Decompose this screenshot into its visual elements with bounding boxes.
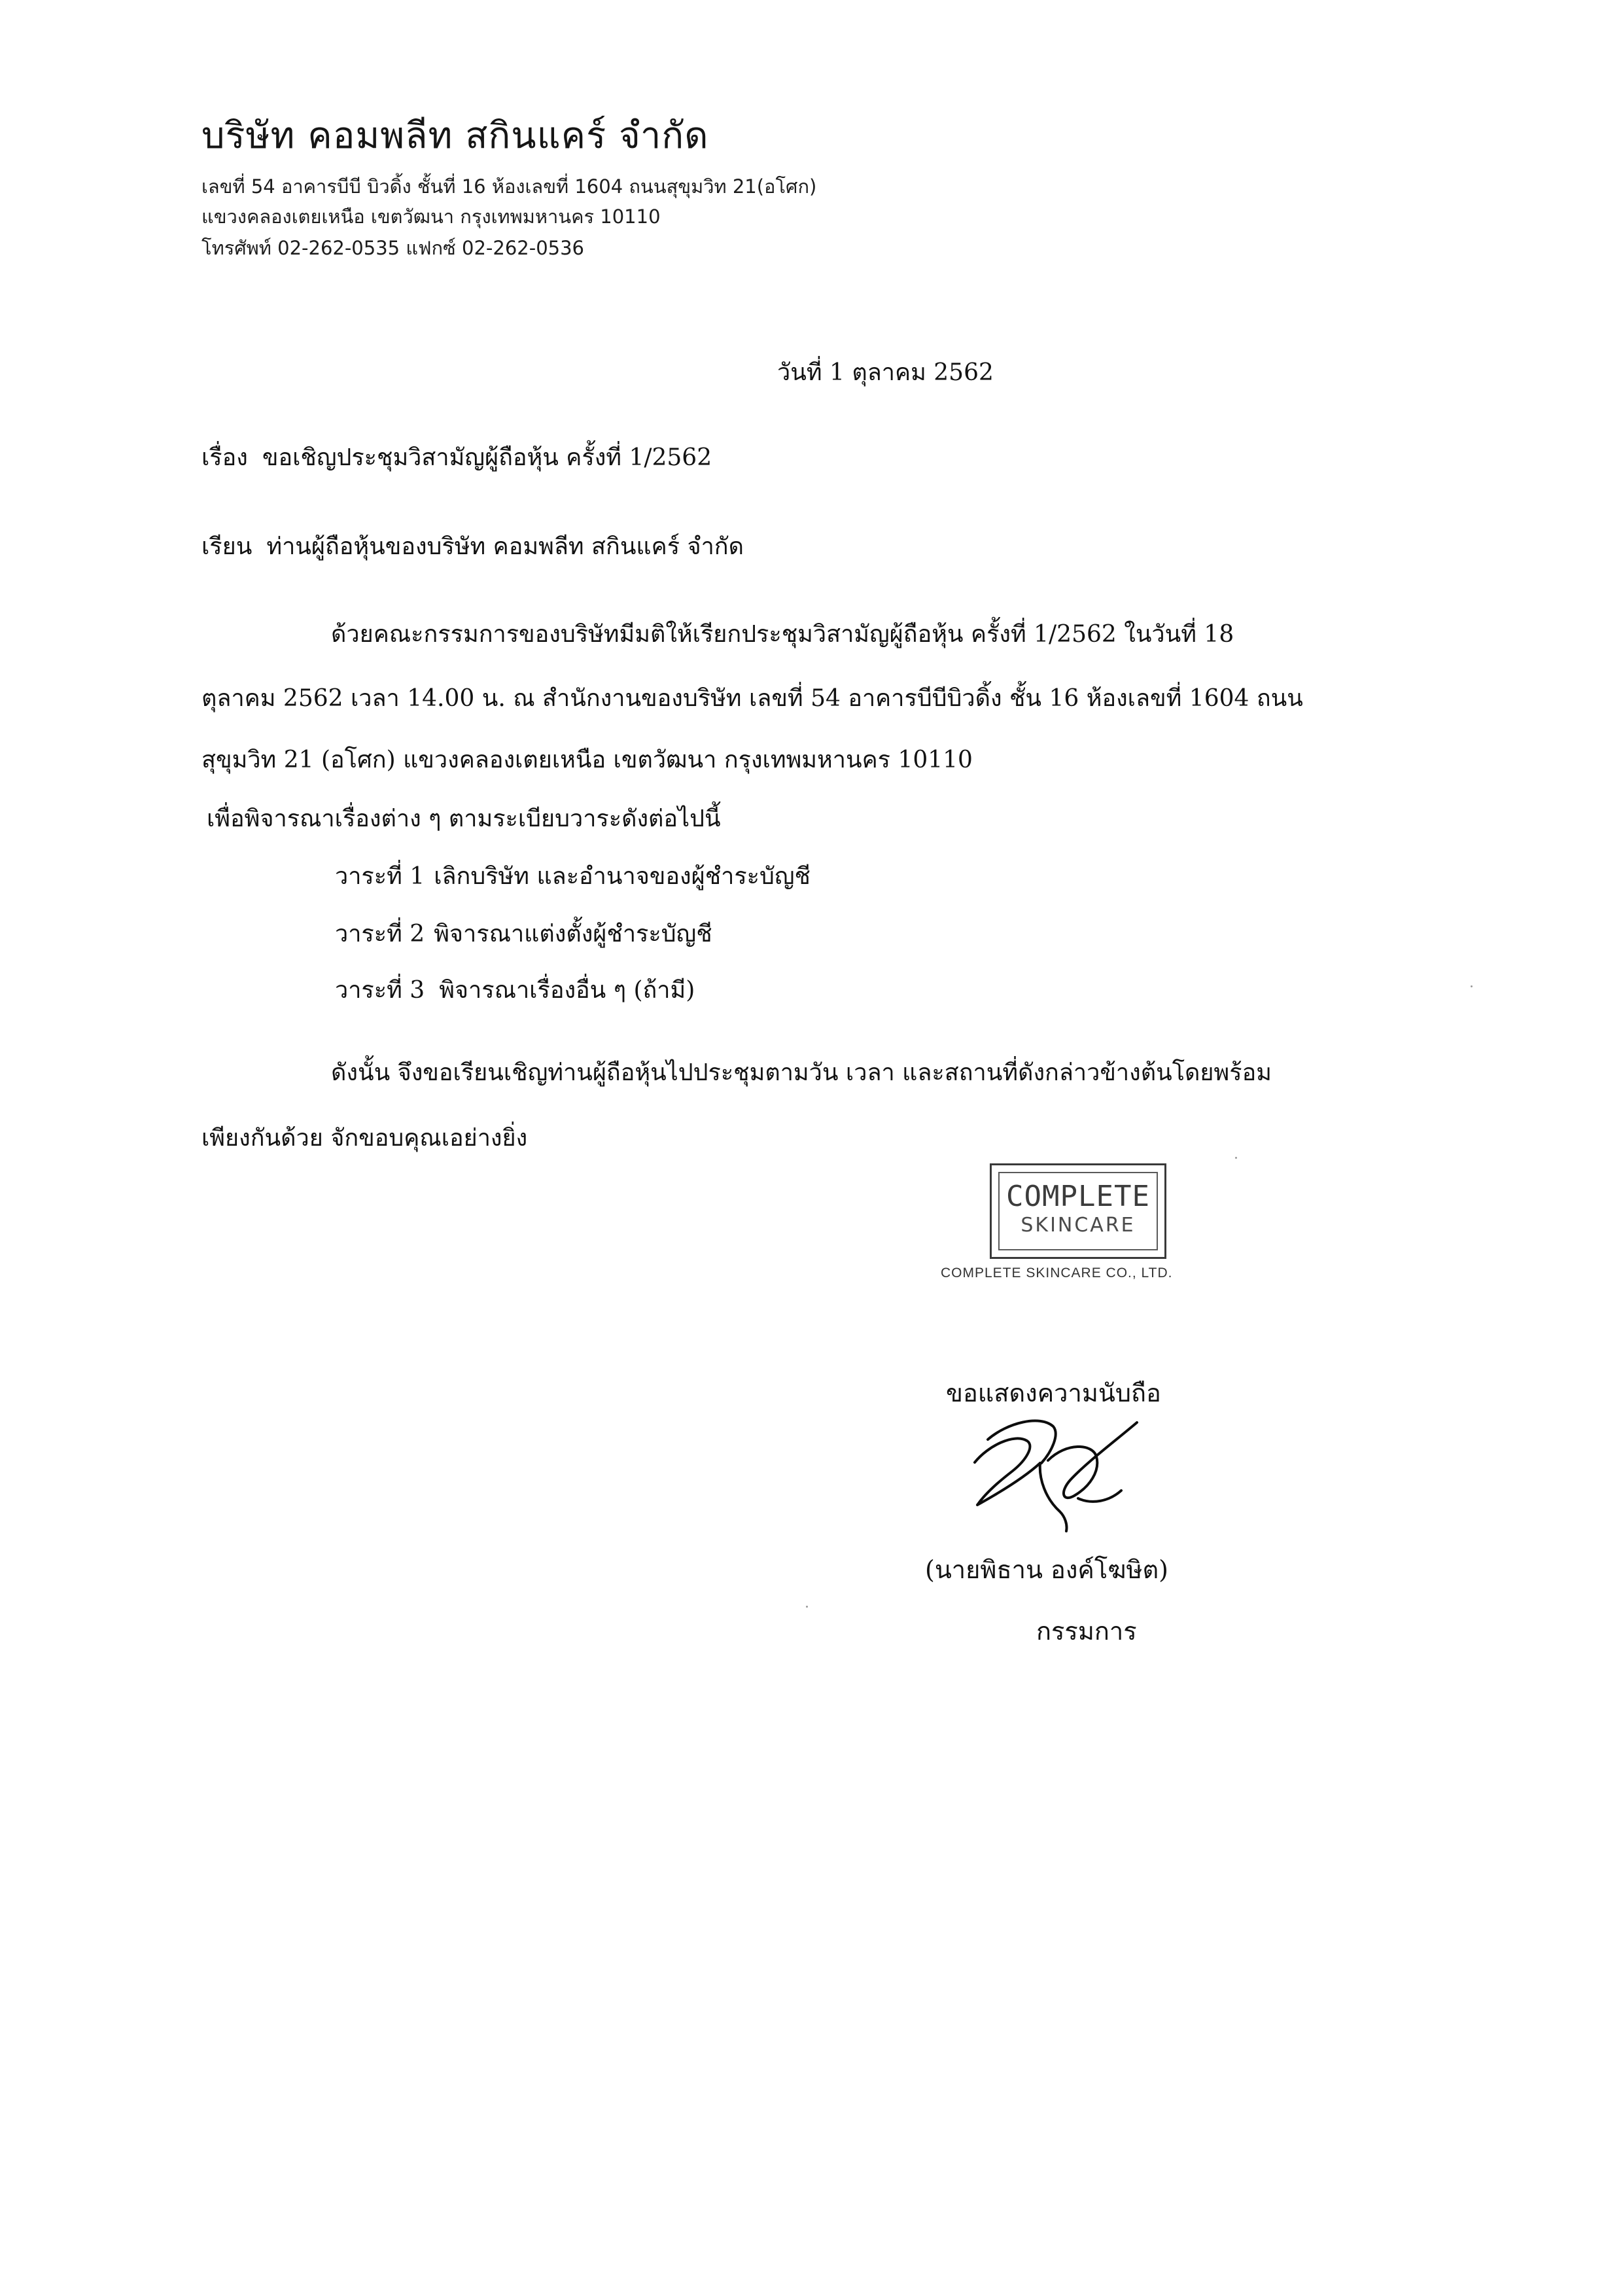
salutation-text: ท่านผู้ถือหุ้นของบริษัท คอมพลีท สกินแคร์ จำกัด bbox=[266, 533, 744, 560]
body-line-4: เพื่อพิจารณาเรื่องต่าง ๆ ตามระเบียบวาระดังต่อไปนี้ bbox=[207, 805, 721, 832]
agenda-text: เลิกบริษัท และอำนาจของผู้ชำระบัญชี bbox=[434, 863, 811, 890]
subject-label: เรื่อง bbox=[201, 444, 248, 471]
scan-speck bbox=[806, 1606, 808, 1608]
company-phone-fax: โทรศัพท์ 02-262-0535 แฟกซ์ 02-262-0536 bbox=[201, 237, 584, 259]
scan-speck bbox=[1235, 1157, 1237, 1159]
company-name: บริษัท คอมพลีท สกินแคร์ จำกัด bbox=[201, 115, 709, 157]
company-stamp bbox=[990, 1163, 1166, 1259]
company-address-line-1: เลขที่ 54 อาคารบีบี บิวดิ้ง ชั้นที่ 16 ห้องเลขที่ 1604 ถนนสุขุมวิท 21(อโศก) bbox=[201, 175, 817, 198]
stamp-word-skincare: SKINCARE bbox=[1021, 1214, 1136, 1237]
stamp-word-complete: COMPLETE bbox=[1006, 1180, 1150, 1213]
stamp-caption: COMPLETE SKINCARE CO., LTD. bbox=[941, 1265, 1173, 1280]
agenda-text: พิจารณาแต่งตั้งผู้ชำระบัญชี bbox=[434, 921, 712, 947]
salutation-label: เรียน bbox=[201, 533, 253, 560]
subject-line bbox=[201, 438, 712, 476]
scan-speck bbox=[1471, 985, 1473, 987]
agenda-item-1 bbox=[335, 857, 811, 894]
body-line-1: ด้วยคณะกรรมการของบริษัทมีมติให้เรียกประชุมวิสามัญผู้ถือหุ้น ครั้งที่ 1/2562 ในวันที่ 18 bbox=[331, 621, 1234, 648]
signatory-title: กรรมการ bbox=[1036, 1617, 1137, 1646]
salutation-line bbox=[201, 527, 744, 565]
subject-text: ขอเชิญประชุมวิสามัญผู้ถือหุ้น ครั้งที่ 1/2562 bbox=[262, 444, 712, 471]
company-address-line-2: แขวงคลองเตยเหนือ เขตวัฒนา กรุงเทพมหานคร 10110 bbox=[201, 205, 661, 228]
agenda-text: พิจารณาเรื่องอื่น ๆ (ถ้ามี) bbox=[439, 977, 695, 1004]
agenda-label: วาระที่ 3 bbox=[335, 977, 425, 1004]
body-line-2: ตุลาคม 2562 เวลา 14.00 น. ณ สำนักงานของบริษัท เลขที่ 54 อาคารบีบีบิวดิ้ง ชั้น 16 ห้องเลขที่ 1604 ถนน bbox=[201, 685, 1303, 712]
agenda-label: วาระที่ 1 bbox=[335, 863, 425, 890]
agenda-label: วาระที่ 2 bbox=[335, 921, 425, 947]
agenda-item-2 bbox=[335, 915, 712, 952]
letter-date: วันที่ 1 ตุลาคม 2562 bbox=[777, 359, 994, 386]
closing-line-1: ดังนั้น จึงขอเรียนเชิญท่านผู้ถือหุ้นไปประชุมตามวัน เวลา และสถานที่ดังกล่าวข้างต้นโดยพร้อม bbox=[331, 1059, 1272, 1086]
body-line-3: สุขุมวิท 21 (อโศก) แขวงคลองเตยเหนือ เขตวัฒนา กรุงเทพมหานคร 10110 bbox=[201, 747, 973, 773]
signatory-name: (นายพิธาน องค์โฆษิต) bbox=[925, 1555, 1169, 1584]
closing-line-2: เพียงกันด้วย จักขอบคุณเอย่างยิ่ง bbox=[201, 1125, 528, 1152]
agenda-item-3 bbox=[335, 971, 695, 1008]
handwritten-signature bbox=[962, 1400, 1184, 1551]
complimentary-close: ขอแสดงความนับถือ bbox=[946, 1379, 1161, 1407]
